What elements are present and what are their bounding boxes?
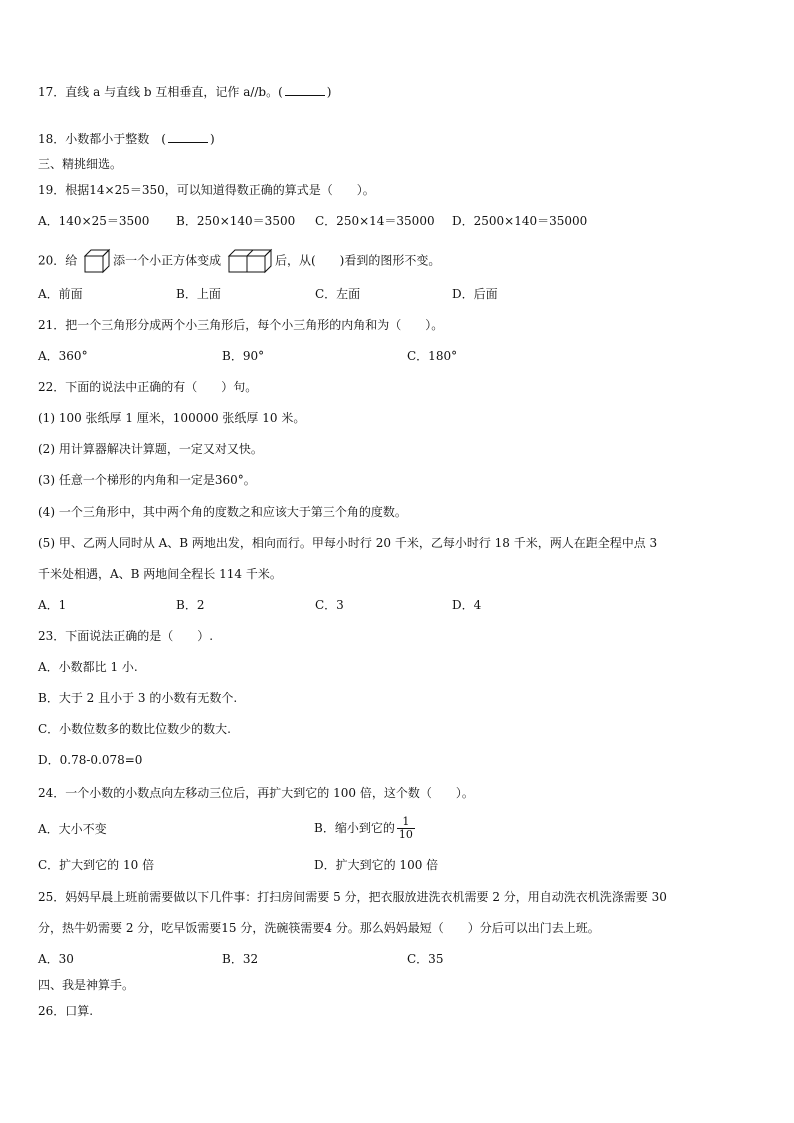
option-text: B．缩小到它的 [314, 821, 395, 835]
q20-option-b[interactable]: B．上面 [176, 287, 221, 301]
q19-option-d[interactable]: D．2500×140＝35000 [452, 214, 588, 228]
question-number: 25． [38, 890, 66, 904]
q19-option-a[interactable]: A．140×25＝3500 [38, 214, 150, 228]
question-number: 24． [38, 786, 66, 800]
question-number: 26． [38, 1004, 66, 1018]
answer-blank[interactable] [168, 131, 208, 143]
question-17 [38, 84, 331, 100]
q25-option-b[interactable]: B．32 [222, 952, 259, 966]
q22-option-b[interactable]: B．2 [176, 598, 205, 612]
q22-statement-4: (4) 一个三角形中，其中两个角的度数之和应该大于第三个角的度数。 [38, 505, 407, 519]
section-heading-4: 四、我是神算手。 [38, 978, 135, 992]
double-cube-figure [227, 248, 273, 274]
q19-option-b[interactable]: B．250×140＝3500 [176, 214, 296, 228]
q22-statement-5b: 千米处相遇，A、B 两地间全程长 114 千米。 [38, 567, 282, 581]
q25-option-a[interactable]: A．30 [38, 952, 74, 966]
q23-option-a[interactable]: A．小数都比 1 小. [38, 660, 138, 674]
question-number: 19． [38, 183, 66, 197]
question-25-cont: 分，热牛奶需要 2 分，吃早饭需要15 分，洗碗筷需要4 分。那么妈妈最短（ ）分后可以出门去上班。 [38, 921, 600, 935]
question-number: 23． [38, 629, 66, 643]
q22-option-a[interactable]: A．1 [38, 598, 67, 612]
question-text: 小数都小于整数 ( [65, 132, 166, 146]
question-number: 20． [38, 253, 66, 268]
question-text: 口算. [65, 1004, 94, 1018]
question-number: 21． [38, 318, 66, 332]
q22-option-d[interactable]: D．4 [452, 598, 482, 612]
question-text-part: 给 [65, 253, 78, 268]
q24-option-c[interactable]: C．扩大到它的 10 倍 [38, 858, 155, 872]
q21-option-c[interactable]: C．180° [407, 349, 458, 363]
q22-option-c[interactable]: C．3 [315, 598, 344, 612]
q23-option-b[interactable]: B．大于 2 且小于 3 的小数有无数个. [38, 691, 238, 705]
question-text: 根据14×25＝350，可以知道得数正确的算式是（ ）。 [65, 183, 375, 197]
q24-option-b[interactable] [314, 812, 415, 844]
answer-blank[interactable] [285, 84, 325, 96]
question-18 [38, 131, 215, 147]
question-22 [38, 379, 257, 395]
q24-option-d[interactable]: D．扩大到它的 100 倍 [314, 858, 439, 872]
paren-close: ) [209, 132, 215, 146]
paren-close: ) [326, 85, 332, 99]
q22-statement-1: (1) 100 张纸厚 1 厘米，100000 张纸厚 10 米。 [38, 411, 306, 425]
fraction-numerator: 1 [397, 816, 415, 829]
question-text: 一个小数的小数点向左移动三位后，再扩大到它的 100 倍，这个数（ ）。 [65, 786, 474, 800]
q21-option-b[interactable]: B．90° [222, 349, 265, 363]
q23-option-c[interactable]: C．小数位数多的数比位数少的数大. [38, 722, 231, 736]
q22-statement-3: (3) 任意一个梯形的内角和一定是360°。 [38, 473, 256, 487]
question-19 [38, 182, 375, 198]
q22-statement-5a: (5) 甲、乙两人同时从 A、B 两地出发，相向而行。甲每小时行 20 千米，乙每小时行 18 千米，两人在距全程中点 3 [38, 536, 658, 550]
question-23 [38, 628, 213, 644]
question-24 [38, 785, 474, 801]
question-number: 22． [38, 380, 66, 394]
question-text: 把一个三角形分成两个小三角形后，每个小三角形的内角和为（ ）。 [65, 318, 444, 332]
q25-option-c[interactable]: C．35 [407, 952, 444, 966]
question-25 [38, 889, 667, 905]
question-number: 17． [38, 85, 66, 99]
section-heading-3: 三、精挑细选。 [38, 157, 123, 171]
question-text: 妈妈早晨上班前需要做以下几件事：打扫房间需要 5 分，把衣服放进洗衣机需要 2 分，用自动洗衣机洗涤需要 30 [65, 890, 667, 904]
q20-option-d[interactable]: D．后面 [452, 287, 498, 301]
question-text: 下面的说法中正确的有（ ）句。 [65, 380, 258, 394]
question-26 [38, 1003, 93, 1019]
question-number: 18． [38, 132, 66, 146]
question-text-part: 后，从( )看到的图形不变。 [274, 253, 441, 268]
q21-option-a[interactable]: A．360° [38, 349, 88, 363]
q23-option-d[interactable]: D．0.78-0.078=0 [38, 753, 143, 767]
fraction-denominator: 10 [398, 828, 413, 841]
question-21 [38, 317, 443, 333]
fraction [397, 816, 415, 841]
q22-statement-2: (2) 用计算器解决计算题，一定又对又快。 [38, 442, 263, 456]
question-text: 直线 a 与直线 b 互相垂直，记作 a//b。( [65, 85, 283, 99]
single-cube-figure [83, 248, 111, 274]
question-20 [38, 248, 440, 274]
question-text: 下面说法正确的是（ ）. [65, 629, 214, 643]
q20-option-a[interactable]: A．前面 [38, 287, 83, 301]
q19-option-c[interactable]: C．250×14＝35000 [315, 214, 435, 228]
question-text-part: 添一个小正方体变成 [113, 253, 222, 268]
q20-option-c[interactable]: C．左面 [315, 287, 361, 301]
q24-option-a[interactable]: A．大小不变 [38, 822, 107, 836]
